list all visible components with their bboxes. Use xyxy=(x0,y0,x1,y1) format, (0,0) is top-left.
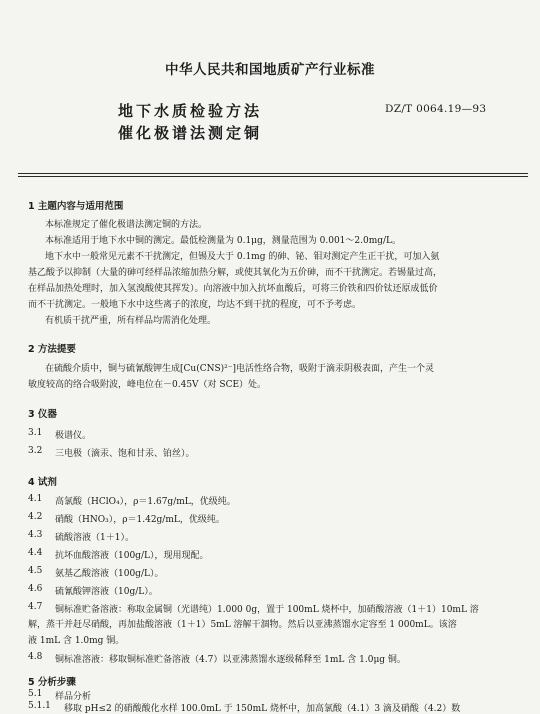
paragraph-line: 液 1mL 含 1.0mg 铜。 xyxy=(28,636,125,646)
paragraph-line: 本标准适用于地下水中铜的测定。最低检测量为 0.1μg，测量范围为 0.001～2.0mg/L。 xyxy=(45,236,402,246)
paragraph-line: 地下水中一般常见元素不干扰测定，但锡及大于 0.1mg 的砷、铋、钼对测定产生正干扰，可加入氨 xyxy=(45,252,440,262)
standard-title: 中华人民共和国地质矿产行业标准 xyxy=(165,62,375,78)
section-5-heading: 5 分析步骤 xyxy=(28,677,76,688)
item-number: 4.7 xyxy=(28,602,43,612)
item-text: 铜标准溶液：移取铜标准贮备溶液（4.7）以亚沸蒸馏水逐级稀释至 1mL 含 1.0μg 铜。 xyxy=(55,655,406,665)
standard-code: DZ/T 0064.19—93 xyxy=(385,103,487,115)
header-rule-top xyxy=(18,173,528,174)
item-text: 硫酸溶液（1＋1）。 xyxy=(55,533,134,543)
item-number: 3.1 xyxy=(28,428,43,438)
item-number: 5.1.1 xyxy=(28,701,51,711)
paragraph-line: 解，蒸干并赶尽硝酸，再加盐酸溶液（1＋1）5mL 溶解干涸物。然后以亚沸蒸馏水定容至 1 000mL。该溶 xyxy=(28,620,457,630)
paragraph-line: 本标准规定了催化极谱法测定铜的方法。 xyxy=(45,220,208,230)
paragraph-line: 在样品加热处理时，加入氢溴酸使其挥发）。向溶液中加入抗坏血酸后，可将三价铁和四价钛还原成低价 xyxy=(28,284,438,294)
item-number: 3.2 xyxy=(28,446,43,456)
item-number: 4.5 xyxy=(28,566,43,576)
item-text: 移取 pH≤2 的硝酸酸化水样 100.0mL 于 150mL 烧杯中，加高氯酸（4.1）3 滴及硝酸（4.2）数 xyxy=(64,704,461,714)
document-title-line2: 催化极谱法测定铜 xyxy=(118,124,263,142)
header-rule-bottom xyxy=(18,176,528,177)
section-2-heading: 2 方法提要 xyxy=(28,344,76,355)
item-text: 极谱仪。 xyxy=(55,431,92,441)
item-number: 4.8 xyxy=(28,652,43,662)
item-number: 4.2 xyxy=(28,512,43,522)
item-text: 三电极（滴汞、饱和甘汞、铂丝）。 xyxy=(55,449,195,459)
document-title-line1: 地下水质检验方法 xyxy=(118,102,263,120)
item-text: 抗坏血酸溶液（100g/L），现用现配。 xyxy=(55,551,209,561)
paragraph-line: 在硫酸介质中，铜与硫氰酸钾生成[Cu(CNS)²⁻]电活性络合物，吸附于滴汞阴极表面，产生一个灵 xyxy=(45,364,435,374)
item-text: 样品分析 xyxy=(55,692,92,702)
item-number: 5.1 xyxy=(28,689,43,699)
paragraph-line: 敏度较高的络合吸附波，峰电位在－0.45V（对 SCE）处。 xyxy=(28,380,267,390)
section-1-heading: 1 主题内容与适用范围 xyxy=(28,201,124,212)
item-number: 4.3 xyxy=(28,530,43,540)
item-number: 4.4 xyxy=(28,548,43,558)
paragraph-line: 基乙酸予以抑制（大量的砷可经样品浓缩加热分解，或使其氧化为五价砷，而不干扰测定。若锡量过高， xyxy=(28,268,443,278)
paragraph-line: 而不干扰测定。一般地下水中这些离子的浓度，均达不到干扰的程度，可不予考虑。 xyxy=(28,300,362,310)
paragraph-line: 有机质干扰严重，所有样品均需消化处理。 xyxy=(45,316,217,326)
section-4-heading: 4 试剂 xyxy=(28,477,57,488)
item-text: 硝酸（HNO₃），ρ＝1.42g/mL，优级纯。 xyxy=(55,515,225,525)
item-text: 硫氰酸钾溶液（10g/L）。 xyxy=(55,587,158,597)
item-text: 高氯酸（HClO₄），ρ＝1.67g/mL，优级纯。 xyxy=(55,497,236,507)
section-3-heading: 3 仪器 xyxy=(28,409,57,420)
item-text: 铜标准贮备溶液：称取金属铜（光谱纯）1.000 0g，置于 100mL 烧杯中，加硝酸溶液（1＋1）10mL 溶 xyxy=(55,605,479,615)
item-number: 4.1 xyxy=(28,494,43,504)
item-number: 4.6 xyxy=(28,584,43,594)
item-text: 氨基乙酸溶液（100g/L）。 xyxy=(55,569,164,579)
